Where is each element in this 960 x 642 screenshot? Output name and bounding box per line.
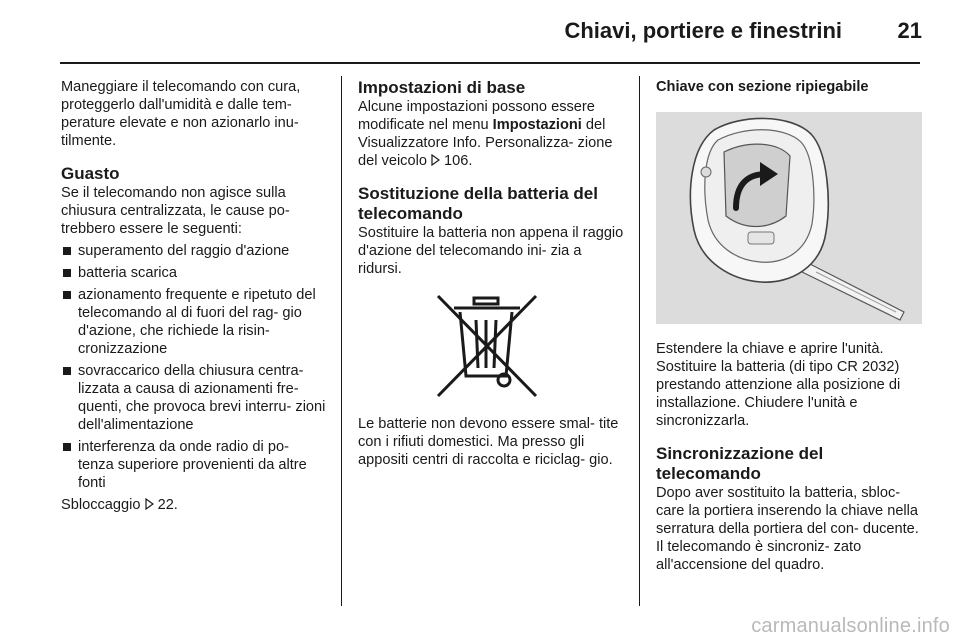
xref-label: Sbloccaggio bbox=[61, 497, 141, 513]
xref-page[interactable]: 106. bbox=[444, 153, 473, 169]
list-item: sovraccarico della chiusura centra- lizzata a causa di azionamenti fre- quenti, che provoca brevi interru- zioni dell'alimentazione bbox=[61, 362, 327, 434]
causes-list bbox=[61, 242, 327, 492]
impostazioni-heading: Impostazioni di base bbox=[358, 78, 526, 97]
impostazioni-text-a: Alcune impostazioni possono essere modificate nel menu bbox=[358, 99, 595, 133]
column-1 bbox=[61, 78, 327, 514]
chiave-heading: Chiave con sezione ripiegabile bbox=[656, 79, 869, 95]
guasto-paragraph: Se il telecomando non agisce sulla chiusura centralizzata, le cause po- trebbero essere le seguenti: bbox=[61, 185, 290, 237]
column-divider-right bbox=[639, 76, 640, 606]
list-item: superamento del raggio d'azione bbox=[61, 242, 327, 260]
disposal-paragraph: Le batterie non devono essere smal- tite con i rifiuti domestici. Ma presso gli appositi centri di raccolta e riciclag- gio. bbox=[358, 416, 619, 468]
crossed-bin-icon bbox=[432, 292, 542, 400]
sincronizzazione-heading: Sincronizzazione del telecomando bbox=[656, 444, 824, 483]
impostazioni-paragraph bbox=[358, 98, 624, 170]
estendere-paragraph: Estendere la chiave e aprire l'unità. Sostituire la batteria (di tipo CR 2032) prestando attenzione alla posizione di installazione. Chiudere l'unità e sincronizzarla. bbox=[656, 341, 901, 429]
page-title: Chiavi, portiere e finestrini bbox=[564, 18, 842, 43]
key-illustration bbox=[656, 112, 922, 324]
column-3 bbox=[656, 78, 922, 574]
header-rule bbox=[60, 62, 920, 64]
sostituzione-paragraph: Sostituire la batteria non appena il raggio d'azione del telecomando ini- zia a ridursi. bbox=[358, 225, 624, 277]
list-item: azionamento frequente e ripetuto del telecomando al di fuori del rag- gio d'azione, che richiede la risin- cronizzazione bbox=[61, 286, 327, 358]
xref-page: 22. bbox=[157, 497, 178, 513]
column-divider-left bbox=[341, 76, 342, 606]
folding-key-icon bbox=[656, 112, 922, 324]
list-item: batteria scarica bbox=[61, 264, 327, 282]
xref-arrow-icon bbox=[145, 498, 154, 510]
guasto-heading: Guasto bbox=[61, 164, 120, 183]
impostazioni-text-b: del Visualizzatore Info. Personalizza- zione del veicolo bbox=[358, 117, 613, 169]
xref-sbloccaggio[interactable] bbox=[61, 496, 327, 514]
intro-paragraph: Maneggiare il telecomando con cura, proteggerlo dall'umidità e dalle tem- perature elevate e non azionarlo inu- tilmente. bbox=[61, 79, 301, 149]
xref-arrow-icon bbox=[431, 154, 440, 166]
column-2 bbox=[358, 78, 624, 469]
sostituzione-heading: Sostituzione della batteria del telecomando bbox=[358, 184, 598, 223]
list-item: interferenza da onde radio di po- tenza superiore provenienti da altre fonti bbox=[61, 438, 327, 492]
watermark: carmanualsonline.info bbox=[751, 615, 950, 637]
impostazioni-menu-name: Impostazioni bbox=[492, 117, 582, 133]
page-number: 21 bbox=[897, 18, 922, 43]
sincronizzazione-paragraph: Dopo aver sostituito la batteria, sbloc- care la portiera inserendo la chiave nella serratura della portiera del con- ducente. Il telecomando è sincroniz- zato all'accensione del quadro. bbox=[656, 485, 919, 573]
